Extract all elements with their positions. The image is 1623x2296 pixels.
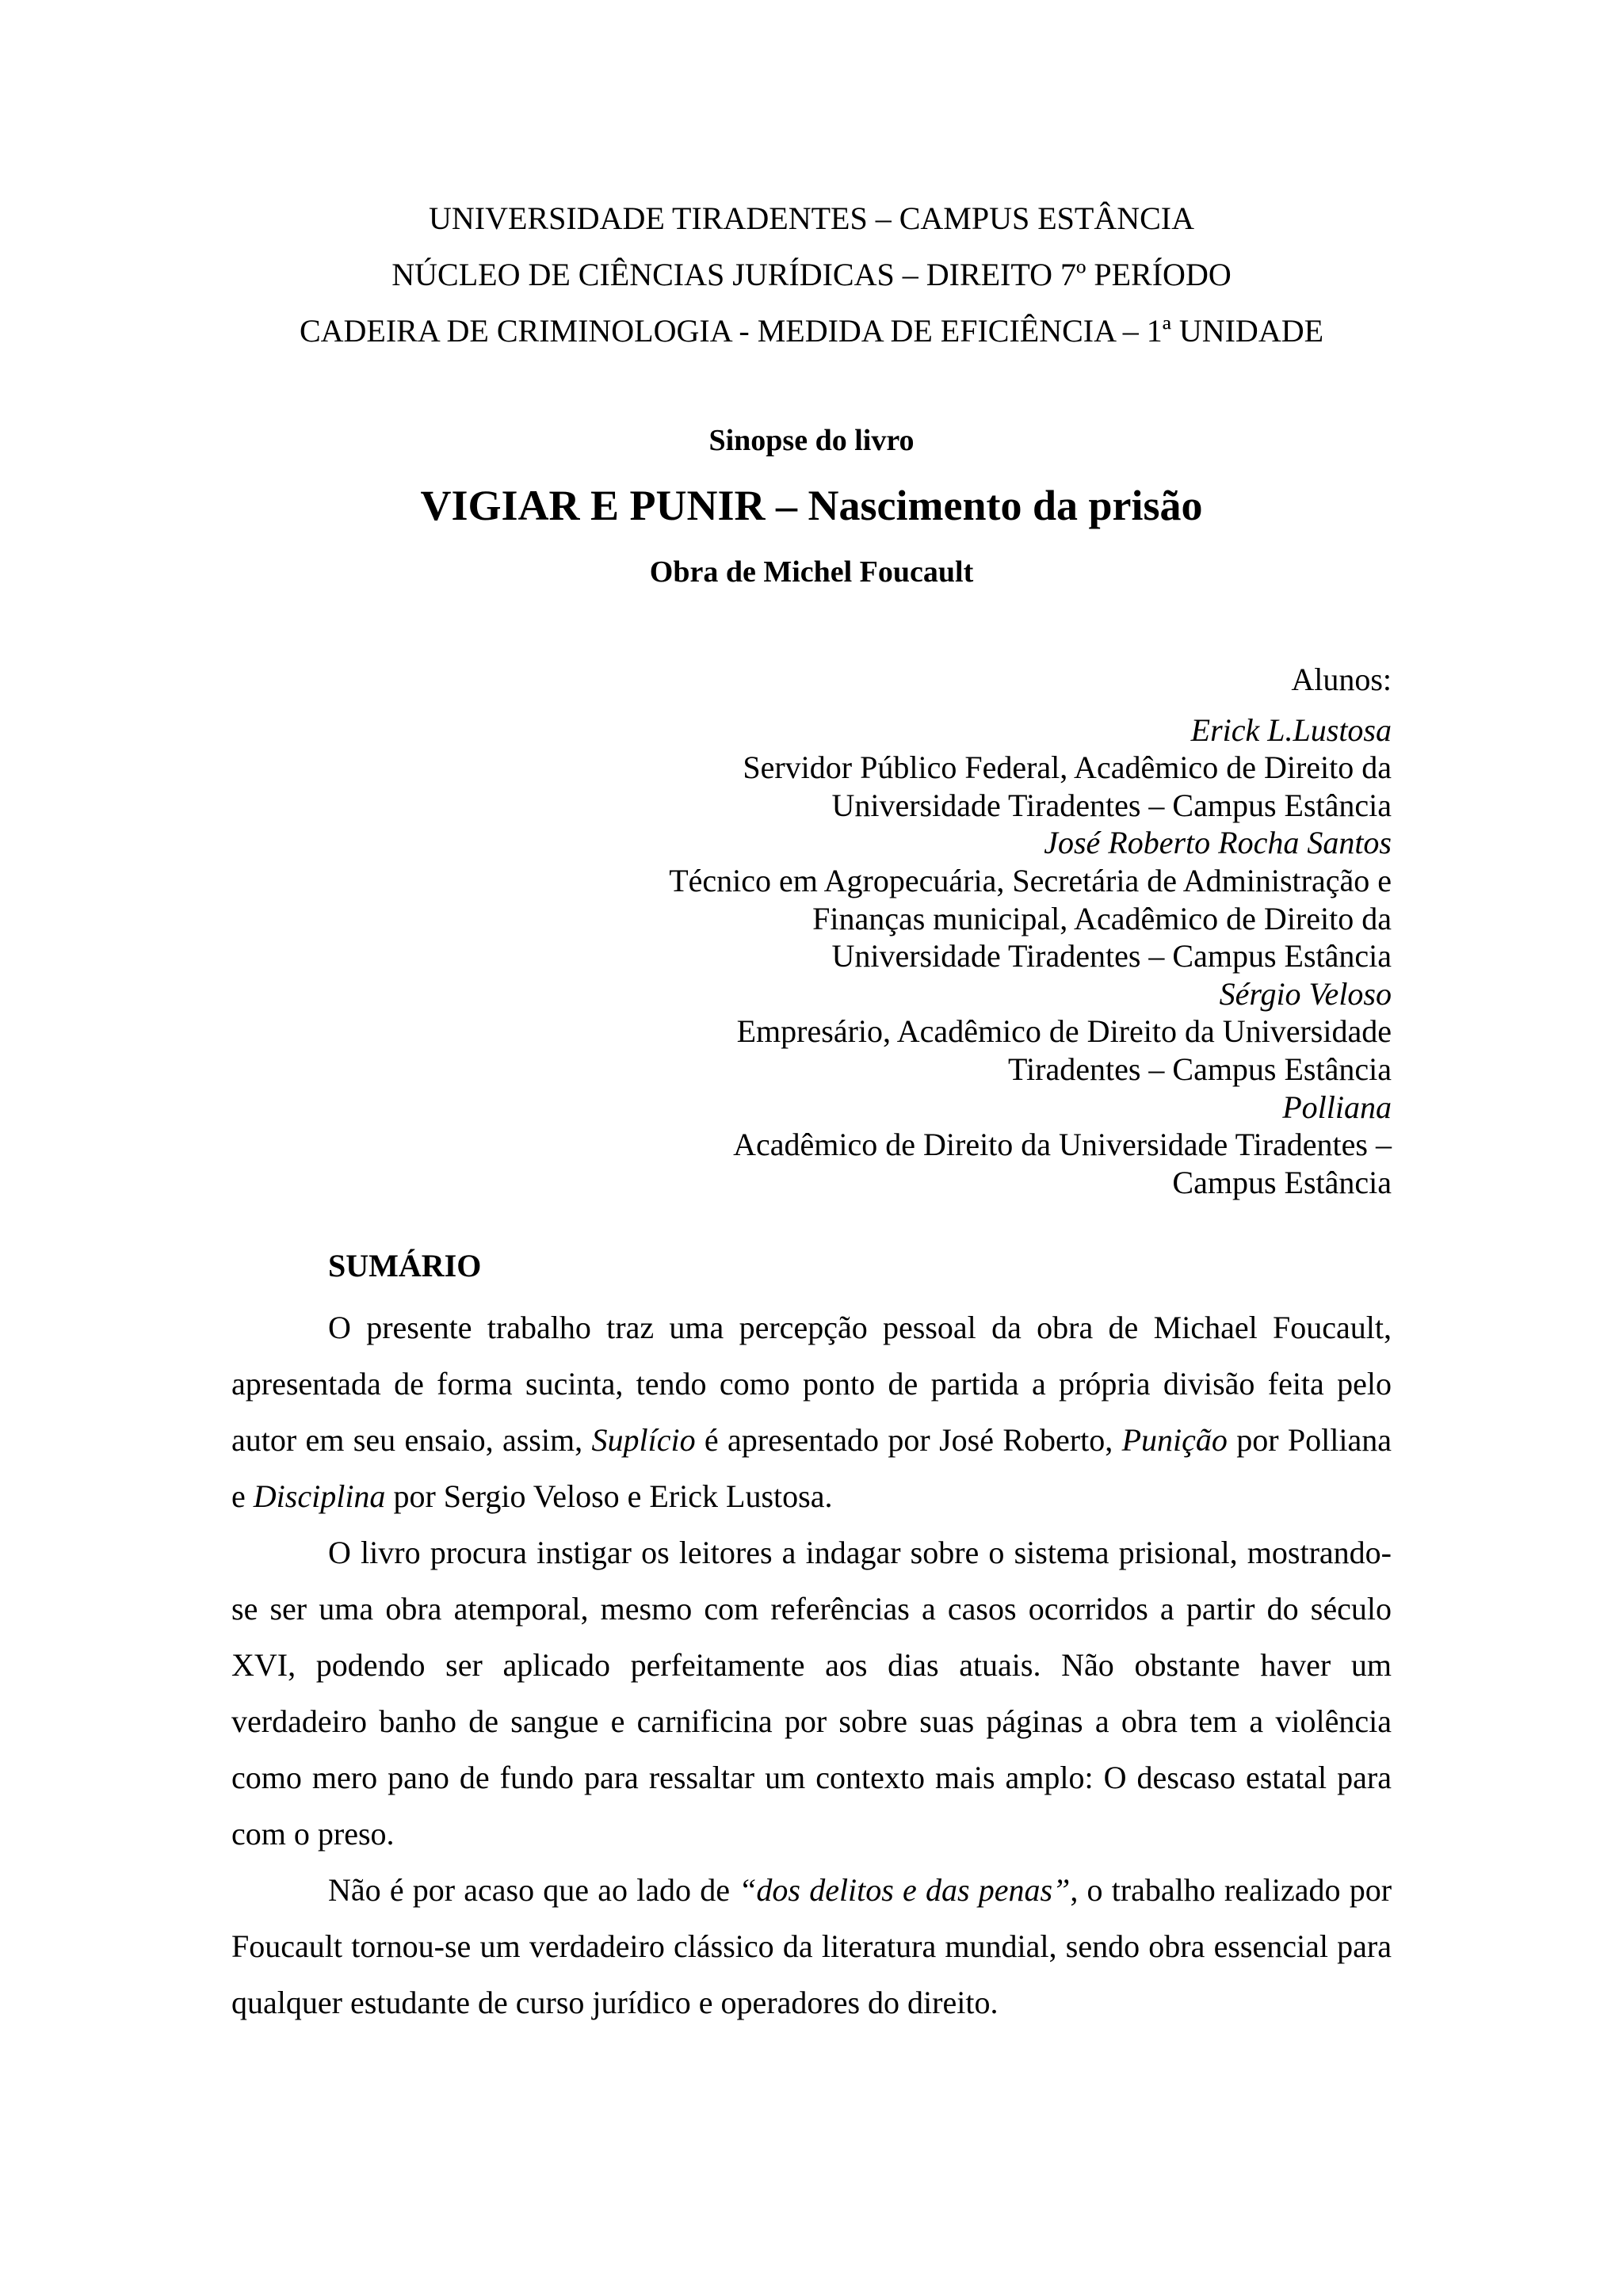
paragraph-text: O presente trabalho traz uma percepção pessoal da obra de Michael Foucault, apresentada de forma sucinta, tendo como ponto de partida a própria divisão feita pelo autor em seu ensaio, assim, (231, 1310, 1392, 1458)
student-description: Finanças municipal, Acadêmico de Direito da (812, 900, 1392, 936)
student-description: Campus Estância (1172, 1164, 1392, 1200)
summary-heading: SUMÁRIO (328, 1248, 482, 1283)
student-description: Acadêmico de Direito da Universidade Tiradentes – (733, 1127, 1392, 1163)
student-name: Polliana (1282, 1089, 1392, 1125)
document-subtitle: Sinopse do livro (708, 424, 915, 457)
student-description: Servidor Público Federal, Acadêmico de Direito da (743, 749, 1392, 786)
document-title: VIGIAR E PUNIR – Nascimento da prisão (420, 482, 1203, 529)
institution-header (0, 190, 1623, 359)
header-line-department: NÚCLEO DE CIÊNCIAS JURÍDICAS – DIREITO 7º PERÍODO (391, 257, 1232, 292)
student-name: José Roberto Rocha Santos (1044, 825, 1392, 861)
header-line-university: UNIVERSIDADE TIRADENTES – CAMPUS ESTÂNCIA (429, 200, 1194, 236)
students-label: Alunos: (1291, 662, 1392, 697)
paragraph-text: Não é por acaso que ao lado de (328, 1872, 739, 1908)
italic-term: Disciplina (253, 1478, 386, 1514)
student-description: Universidade Tiradentes – Campus Estância (831, 787, 1392, 823)
italic-term: Suplício (591, 1422, 696, 1458)
student-name: Sérgio Veloso (1219, 975, 1392, 1012)
summary-paragraph-2: O livro procura instigar os leitores a indagar sobre o sistema prisional, mostrando-se ser uma obra atemporal, mesmo com referências a casos ocorridos a partir do século XVI, podendo ser aplicado perfeitamente aos dias atuais. Não obstante haver um verdadeiro banho de sangue e carnificina por sobre suas páginas a obra tem a violência como mero pano de fundo para ressaltar um contexto mais amplo: O descaso estatal para com o preso. (231, 1535, 1392, 1852)
paragraph-text: , o trabalho realizado por Foucault tornou-se um verdadeiro clássico da literatura mundial, sendo obra essencial para qualquer estudante de curso jurídico e operadores do direito. (231, 1872, 1392, 2020)
student-description: Universidade Tiradentes – Campus Estância (831, 938, 1392, 974)
italic-term: “dos delitos e das penas” (739, 1872, 1071, 1908)
header-line-course: CADEIRA DE CRIMINOLOGIA - MEDIDA DE EFICIÊNCIA – 1ª UNIDADE (299, 313, 1324, 349)
summary-body (231, 1299, 1392, 2031)
paragraph-text: por Polliana e (231, 1422, 1392, 1514)
paragraph-text: por Sergio Veloso e Erick Lustosa. (385, 1478, 833, 1514)
summary-paragraph-3 (231, 1862, 1392, 2031)
student-description: Técnico em Agropecuária, Secretária de Administração e (669, 862, 1392, 898)
italic-term: Punição (1121, 1422, 1228, 1458)
student-description: Empresário, Acadêmico de Direito da Universidade (736, 1013, 1392, 1050)
paragraph-text: é apresentado por José Roberto, (695, 1422, 1122, 1458)
student-description: Tiradentes – Campus Estância (1007, 1051, 1392, 1087)
student-name: Erick L.Lustosa (1190, 711, 1392, 748)
summary-paragraph-1 (231, 1299, 1392, 1524)
students-block (361, 661, 1392, 1201)
document-author: Obra de Michel Foucault (649, 555, 974, 589)
